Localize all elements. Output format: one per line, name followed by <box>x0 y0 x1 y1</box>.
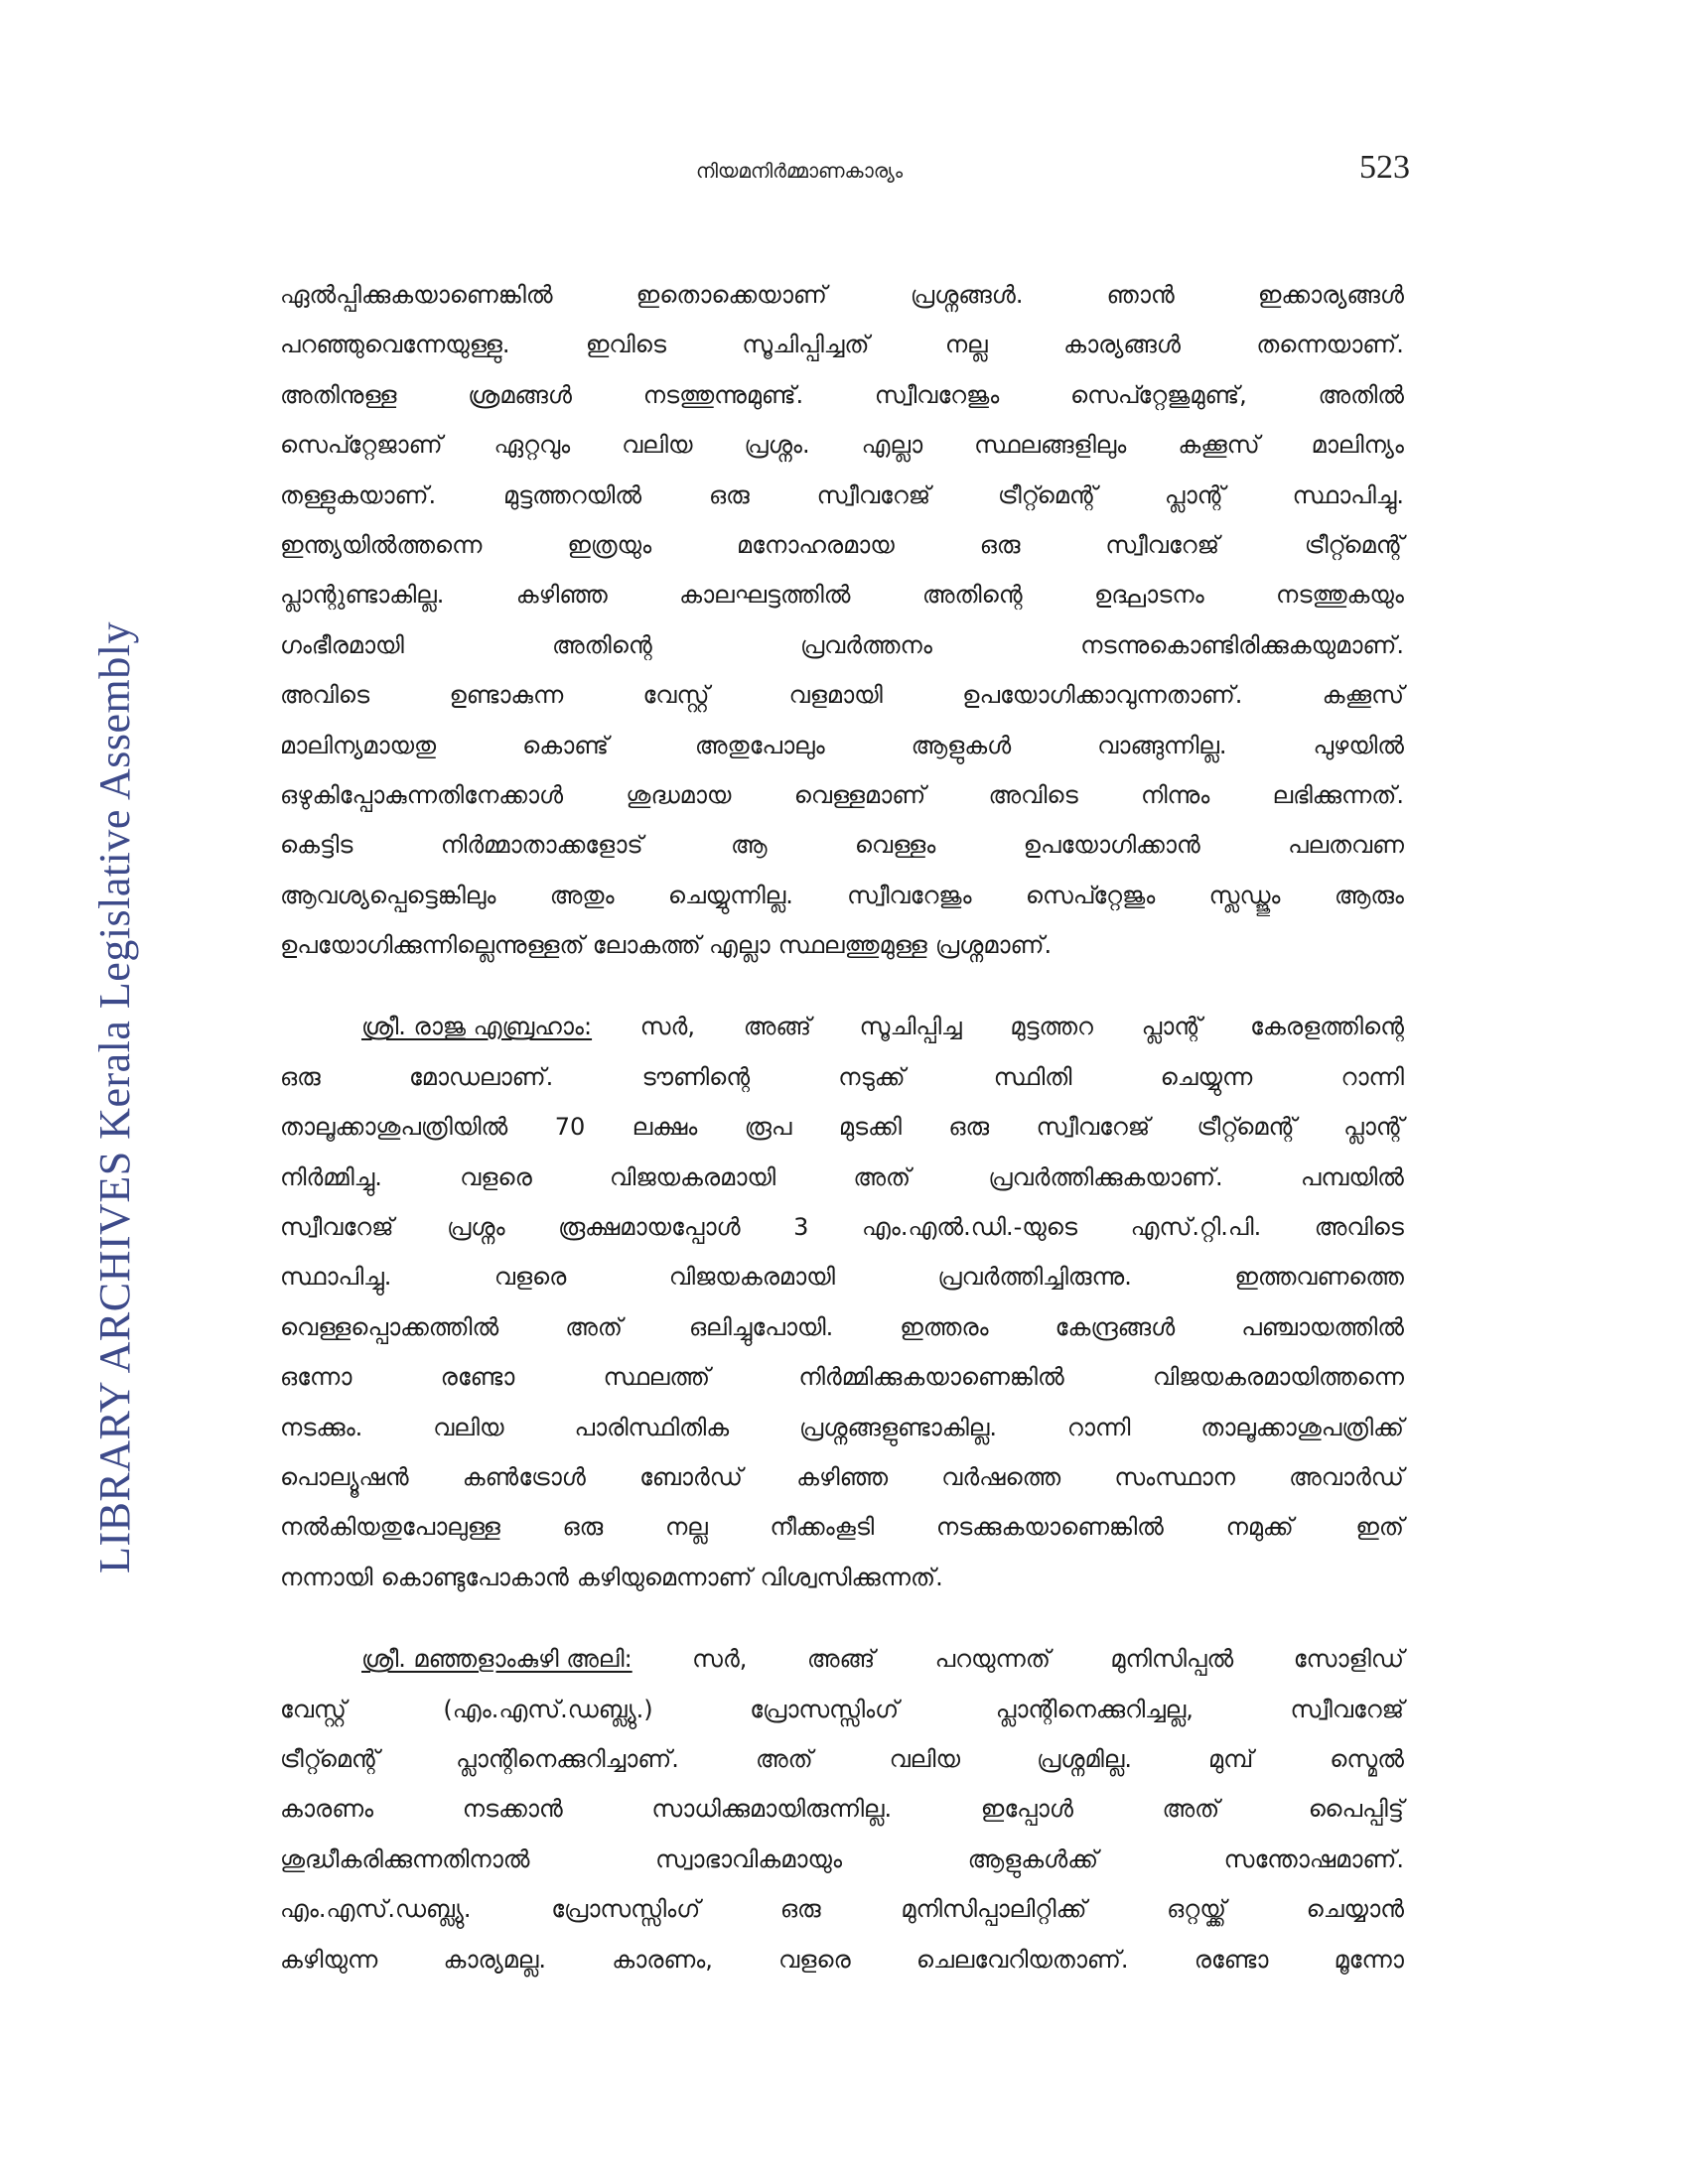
word: അതിന്റെ <box>921 581 1023 610</box>
word: ശ്രമങ്ങൾ <box>468 380 572 409</box>
word: പ്രശ്നം. <box>744 431 810 460</box>
paragraph <box>280 1634 1404 1984</box>
word: കാര്യമല്ല. <box>443 1945 546 1974</box>
word: അത് <box>755 1744 813 1773</box>
word: ശുദ്ധമായ <box>626 780 732 809</box>
word: ട്രീറ്റ്മെന്റ് <box>1304 530 1404 559</box>
word: പ്ലാന്റ് <box>1343 1113 1404 1142</box>
text-line <box>280 1685 1404 1734</box>
text-line <box>280 1153 1404 1202</box>
text-line <box>280 1403 1404 1452</box>
text-line <box>280 620 1404 670</box>
text-line <box>280 1884 1404 1934</box>
word: പറയുന്നത് <box>934 1645 1051 1674</box>
word: ഇത്തവണത്തെ <box>1234 1263 1404 1292</box>
word: ഇത്തരം <box>900 1312 989 1341</box>
word: പ്ലാന്റിനെക്കുറിച്ചല്ല, <box>995 1695 1194 1723</box>
text-line <box>280 1734 1404 1784</box>
text-line <box>280 320 1404 369</box>
word: കക്കൂസ് <box>1178 431 1260 460</box>
paragraph <box>280 1002 1404 1602</box>
word: മുട്ടത്തറയിൽ <box>503 480 642 509</box>
word: സർ, <box>639 1013 695 1041</box>
word: ഒരു <box>562 1513 604 1542</box>
word: വെള്ളമാണ് <box>793 780 926 809</box>
text-line <box>280 1252 1404 1301</box>
word: ഒരു <box>280 1062 321 1091</box>
word: സോളിഡ് <box>1293 1645 1404 1674</box>
word: രണ്ടോ <box>440 1363 515 1392</box>
word: പ്രശ്നമില്ല. <box>1037 1744 1132 1773</box>
word: എം.എസ്.ഡബ്ല്യു. <box>280 1895 472 1924</box>
word: സ്ഥലങ്ങളിലും <box>974 431 1127 460</box>
word: എല്ലാ <box>861 431 923 460</box>
word: ഇതൊക്കെയാണ് <box>635 281 827 309</box>
word: തള്ളുകയാണ്. <box>280 480 437 509</box>
word: റാന്നി <box>1340 1062 1404 1091</box>
word: അത് <box>1162 1795 1220 1824</box>
word: കാലഘട്ടത്തിൽ <box>679 581 851 610</box>
speaker-name: ശ്രീ. രാജു എബ്രഹാം: <box>361 1013 593 1041</box>
text-line <box>280 471 1404 520</box>
word: ലോകത്ത് <box>592 931 701 960</box>
word: റാന്നി <box>1066 1413 1131 1441</box>
word: മുടക്കി <box>838 1113 902 1142</box>
word: അത് <box>853 1162 912 1191</box>
word: ഇന്ത്യയിൽത്തന്നെ <box>280 530 483 559</box>
text-line <box>280 1352 1404 1402</box>
text-line <box>280 871 1404 920</box>
word: ഉപയോഗിക്കാവുന്നതാണ്. <box>962 681 1243 710</box>
word: 3 <box>793 1213 809 1242</box>
word: സ്മെൽ <box>1330 1744 1404 1773</box>
word: നമുക്ക് <box>1225 1513 1294 1542</box>
word: അതിനുള്ള <box>280 380 397 409</box>
word: ഉപയോഗിക്കാൻ <box>1023 831 1200 860</box>
word: പലതവണ <box>1288 831 1404 860</box>
word: കാര്യങ്ങൾ <box>1063 331 1181 359</box>
word: അതും <box>549 881 615 909</box>
word: ഒരു <box>708 480 750 509</box>
word: സാധിക്കുമായിരുന്നില്ല. <box>651 1795 893 1824</box>
text-line <box>280 1502 1404 1552</box>
word: കൊണ്ടുപോകാൻ <box>380 1563 569 1591</box>
word: ഗംഭീരമായി <box>280 630 404 659</box>
word: നിർമ്മിച്ചു. <box>280 1162 382 1191</box>
word: നടക്കും. <box>280 1413 363 1441</box>
word: ഉദ്ഘാടനം <box>1094 581 1204 610</box>
word: ബോർഡ് <box>639 1462 743 1491</box>
word: വേസ്റ്റ് <box>642 681 710 710</box>
word: വളരെ <box>460 1162 532 1191</box>
word: ഒരു <box>979 530 1021 559</box>
word: ട്രീറ്റ്മെന്റ് <box>1196 1113 1297 1142</box>
word: സ്വീവറേജ് <box>1290 1695 1404 1723</box>
word: ആളുകൾക്ക് <box>967 1844 1099 1873</box>
word: ഇത് <box>1355 1513 1404 1542</box>
word: ഒരു <box>948 1113 990 1142</box>
word: സൂചിപ്പിച്ച <box>859 1013 962 1041</box>
word: വെള്ളം <box>854 831 936 860</box>
word: പ്രവർത്തനം <box>799 630 932 659</box>
word: സ്വീവറേജ് <box>280 1213 394 1242</box>
word: സ്ഥിതി <box>993 1062 1072 1091</box>
word: സ്വീവറേജും <box>874 380 1000 409</box>
word: വിജയകരമായിത്തന്നെ <box>1153 1363 1404 1392</box>
word: അതുപോലും <box>694 731 825 759</box>
text-line <box>280 370 1404 420</box>
text-line <box>280 670 1404 720</box>
word: വിശ്വസിക്കുന്നത്. <box>760 1563 943 1591</box>
word: വിജയകരമായി <box>610 1162 776 1191</box>
word: നടക്കുകയാണെങ്കിൽ <box>935 1513 1164 1542</box>
word: സൂചിപ്പിച്ചത് <box>742 331 870 359</box>
word: കഴിയുമെന്നാണ് <box>576 1563 753 1591</box>
text-line <box>280 1452 1404 1502</box>
text-line <box>280 820 1404 870</box>
word: വെള്ളപ്പൊക്കത്തിൽ <box>280 1312 499 1341</box>
text-line <box>280 270 1404 320</box>
word: സ്ഥലത്ത് <box>603 1363 711 1392</box>
body-text <box>280 270 1404 1984</box>
word: മുനിസിപ്പാലിറ്റിക്ക് <box>901 1895 1087 1924</box>
word: സ്ഥാപിച്ചു. <box>280 1263 392 1292</box>
word: അവിടെ <box>280 681 370 710</box>
text-line <box>280 1202 1404 1252</box>
text-line <box>280 570 1404 619</box>
word: ഒഴുകിപ്പോകുന്നതിനേക്കാൾ <box>280 780 564 809</box>
word: ഒറ്റയ്ക്ക് <box>1167 1895 1226 1924</box>
word: പാരിസ്ഥിതിക <box>574 1413 730 1441</box>
word: ആ <box>731 831 768 860</box>
word: താലൂക്കാശുപത്രിയിൽ <box>280 1113 508 1142</box>
word: മാലിന്യമായതു <box>280 731 437 759</box>
word: സന്തോഷമാണ്. <box>1223 1844 1404 1873</box>
text-line <box>280 1102 1404 1152</box>
word: മൂന്നോ <box>1334 1945 1404 1974</box>
word: നല്ല <box>664 1513 708 1542</box>
word: കഴിഞ്ഞ <box>796 1462 889 1491</box>
text-line <box>280 1002 1404 1051</box>
word: പ്രശ്നം <box>447 1213 505 1242</box>
word: നിർമ്മാതാക്കളോട് <box>440 831 643 860</box>
word: ഞാൻ <box>1106 281 1175 309</box>
word: അങ്ങ് <box>806 1645 876 1674</box>
word: ഉണ്ടാകുന്ന <box>449 681 564 710</box>
word: കൊണ്ട് <box>522 731 609 759</box>
word: ചെയ്യുന്ന <box>1160 1062 1253 1091</box>
word: രൂപ <box>744 1113 792 1142</box>
word: നിന്നും <box>1141 780 1210 809</box>
word: നൽകിയതുപോലുള്ള <box>280 1513 500 1542</box>
word: നീക്കംകൂടി <box>770 1513 875 1542</box>
word: ഇത്രയും <box>567 530 652 559</box>
word: എസ്.റ്റി.പി. <box>1130 1213 1262 1242</box>
word: മാലിന്യം <box>1311 431 1404 460</box>
word: പൊല്യൂഷൻ <box>280 1462 409 1491</box>
word: പ്രശ്നങ്ങളുണ്ടാകില്ല. <box>799 1413 997 1441</box>
word: രൂക്ഷമായപ്പോൾ <box>558 1213 741 1242</box>
word: എം.എൽ.ഡി.-യുടെ <box>861 1213 1078 1242</box>
word: കാരണം, <box>612 1945 713 1974</box>
word: മുനിസിപ്പൽ <box>1110 1645 1234 1674</box>
word: വേസ്റ്റ് <box>280 1695 347 1723</box>
text-line <box>280 1052 1404 1102</box>
word: പ്രശ്നമാണ്. <box>934 931 1053 960</box>
word: ഇവിടെ <box>585 331 666 359</box>
word: സെപ്റ്റേജുമുണ്ട്, <box>1069 380 1247 409</box>
word: നടത്തുന്നുമുണ്ട്. <box>642 380 804 409</box>
word: ട്രീറ്റ്മെന്റ് <box>280 1744 380 1773</box>
word: സ്വാഭാവികമായും <box>655 1844 843 1873</box>
word: സ്വീവറേജ് <box>1036 1113 1151 1142</box>
word: നിർമ്മിക്കുകയാണെങ്കിൽ <box>798 1363 1064 1392</box>
text-line <box>280 1835 1404 1884</box>
word: കഴിയുന്ന <box>280 1945 378 1974</box>
word: ഇക്കാര്യങ്ങൾ <box>1257 281 1404 309</box>
word: വളമായി <box>788 681 883 710</box>
text-line <box>280 520 1404 570</box>
word: സ്ഥാപിച്ചു. <box>1292 480 1404 509</box>
word: അതിൽ <box>1318 380 1404 409</box>
word: മുട്ടത്തറ <box>1010 1013 1093 1041</box>
word: സംസ്ഥാന <box>1114 1462 1235 1491</box>
text-line <box>280 1935 1404 1984</box>
word: അത് <box>565 1312 623 1341</box>
word: സ്വീവറേജ് <box>1105 530 1219 559</box>
word: പ്രവർത്തിച്ചിരുന്നു. <box>937 1263 1132 1292</box>
word: ഏൽപ്പിക്കുകയാണെങ്കിൽ <box>280 281 553 309</box>
word: മോഡലാണ്. <box>408 1062 554 1091</box>
word: പ്ലാന്റിനെക്കുറിച്ചാണ്. <box>456 1744 679 1773</box>
archive-watermark <box>60 620 169 1573</box>
word: അവിടെ <box>1314 1213 1404 1242</box>
word: അവാർഡ് <box>1289 1462 1404 1491</box>
word: മുമ്പ് <box>1208 1744 1254 1773</box>
word: നല്ല <box>944 331 988 359</box>
text-line <box>280 1634 1404 1684</box>
page-number: 523 <box>1359 149 1410 186</box>
word: ആവശ്യപ്പെട്ടെങ്കിലും <box>280 881 496 909</box>
text-line <box>280 920 1404 970</box>
word: നന്നായി <box>280 1563 373 1591</box>
word: സ്ഥലത്തുമുള്ള <box>777 931 927 960</box>
word: പറഞ്ഞുവെന്നേയുള്ളു. <box>280 331 510 359</box>
word: സ്വീവറേജ് <box>816 480 931 509</box>
word: താലൂക്കാശുപത്രിക്ക് <box>1200 1413 1404 1441</box>
word: സ്വീവറേജും <box>847 881 972 909</box>
word: വളരെ <box>778 1945 851 1974</box>
word: നടന്നുകൊണ്ടിരിക്കുകയുമാണ്. <box>1080 630 1404 659</box>
word: ചെയ്യാൻ <box>1306 1895 1404 1924</box>
word: സെപ്റ്റേജാണ് <box>280 431 443 460</box>
word: കേരളത്തിന്റെ <box>1250 1013 1404 1041</box>
word: നടത്തുകയും <box>1276 581 1404 610</box>
word: ലക്ഷം <box>632 1113 698 1142</box>
word: ഒലിച്ചുപോയി. <box>688 1312 834 1341</box>
word: പുഴയിൽ <box>1313 731 1404 759</box>
text-line <box>280 721 1404 770</box>
running-head: നിയമനിർമ്മാണകാര്യം <box>695 159 904 183</box>
word: അവിടെ <box>988 780 1078 809</box>
text-line <box>280 420 1404 470</box>
paragraph <box>280 270 1404 970</box>
word: വർഷത്തെ <box>941 1462 1061 1491</box>
word: വലിയ <box>622 431 693 460</box>
word: ആരും <box>1334 881 1404 909</box>
word: സ്ലഡ്ജും <box>1208 881 1281 909</box>
word: പ്ലാന്റ് <box>1164 480 1225 509</box>
word: വിജയകരമായി <box>668 1263 835 1292</box>
word: 70 <box>554 1113 586 1142</box>
word: നടക്കാൻ <box>462 1795 563 1824</box>
word: ആളുകൾ <box>911 731 1012 759</box>
text-line <box>280 1784 1404 1834</box>
word: പ്രശ്നങ്ങൾ. <box>910 281 1024 309</box>
word: കൺട്രോൾ <box>462 1462 586 1491</box>
word: പ്ലാന്റുണ്ടാകില്ല. <box>280 581 445 610</box>
text-line <box>280 770 1404 820</box>
word: കക്കൂസ് <box>1322 681 1404 710</box>
word: ടൗണിന്റെ <box>641 1062 751 1091</box>
word: ഇപ്പോൾ <box>980 1795 1073 1824</box>
word: പമ്പയിൽ <box>1300 1162 1404 1191</box>
word: മനോഹരമായ <box>737 530 895 559</box>
word: കെട്ടിട <box>280 831 353 860</box>
word: (എം.എസ്.ഡബ്ല്യു.) <box>443 1695 653 1723</box>
text-line <box>280 1302 1404 1352</box>
word: ട്രീറ്റ്മെന്റ് <box>997 480 1098 509</box>
word: എല്ലാ <box>708 931 771 960</box>
word: പ്ലാന്റ് <box>1141 1013 1202 1041</box>
word: വലിയ <box>433 1413 504 1441</box>
word: ഉപയോഗിക്കുന്നില്ലെന്നുള്ളത് <box>280 931 585 960</box>
word: വാങ്ങുന്നില്ല. <box>1097 731 1227 759</box>
word: വളരെ <box>493 1263 567 1292</box>
word: ലഭിക്കുന്നത്. <box>1272 780 1404 809</box>
word: വലിയ <box>889 1744 961 1773</box>
word: നടുക്ക് <box>838 1062 906 1091</box>
word: സെപ്റ്റേജും <box>1025 881 1156 909</box>
watermark-text: LIBRARY ARCHIVES Kerala Legislative Assembly <box>89 620 139 1573</box>
word: കേന്ദ്രങ്ങൾ <box>1055 1312 1176 1341</box>
word: പ്രോസസ്സിംഗ് <box>750 1695 900 1723</box>
text-line <box>280 1553 1404 1602</box>
word: ഏറ്റവും <box>493 431 571 460</box>
word: കാരണം <box>280 1795 374 1824</box>
word: ഒന്നോ <box>280 1363 352 1392</box>
speaker-name: ശ്രീ. മഞ്ഞളാംകുഴി അലി: <box>361 1645 633 1674</box>
word: ഒരു <box>779 1895 821 1924</box>
word: ചെയ്യുന്നില്ല. <box>667 881 793 909</box>
word: തന്നെയാണ്. <box>1256 331 1404 359</box>
word: പ്രോസസ്സിംഗ് <box>551 1895 701 1924</box>
word: അതിന്റെ <box>551 630 652 659</box>
word: പൈപ്പിട്ട് <box>1308 1795 1404 1824</box>
word: രണ്ടോ <box>1194 1945 1269 1974</box>
word: കഴിഞ്ഞ <box>515 581 608 610</box>
word: പ്രവർത്തിക്കുകയാണ്. <box>988 1162 1223 1191</box>
word: ശുദ്ധീകരിക്കുന്നതിനാൽ <box>280 1844 530 1873</box>
word: പഞ്ചായത്തിൽ <box>1241 1312 1404 1341</box>
word: ചെലവേറിയതാണ്. <box>915 1945 1129 1974</box>
word: സർ, <box>692 1645 748 1674</box>
word: അങ്ങ് <box>743 1013 811 1041</box>
